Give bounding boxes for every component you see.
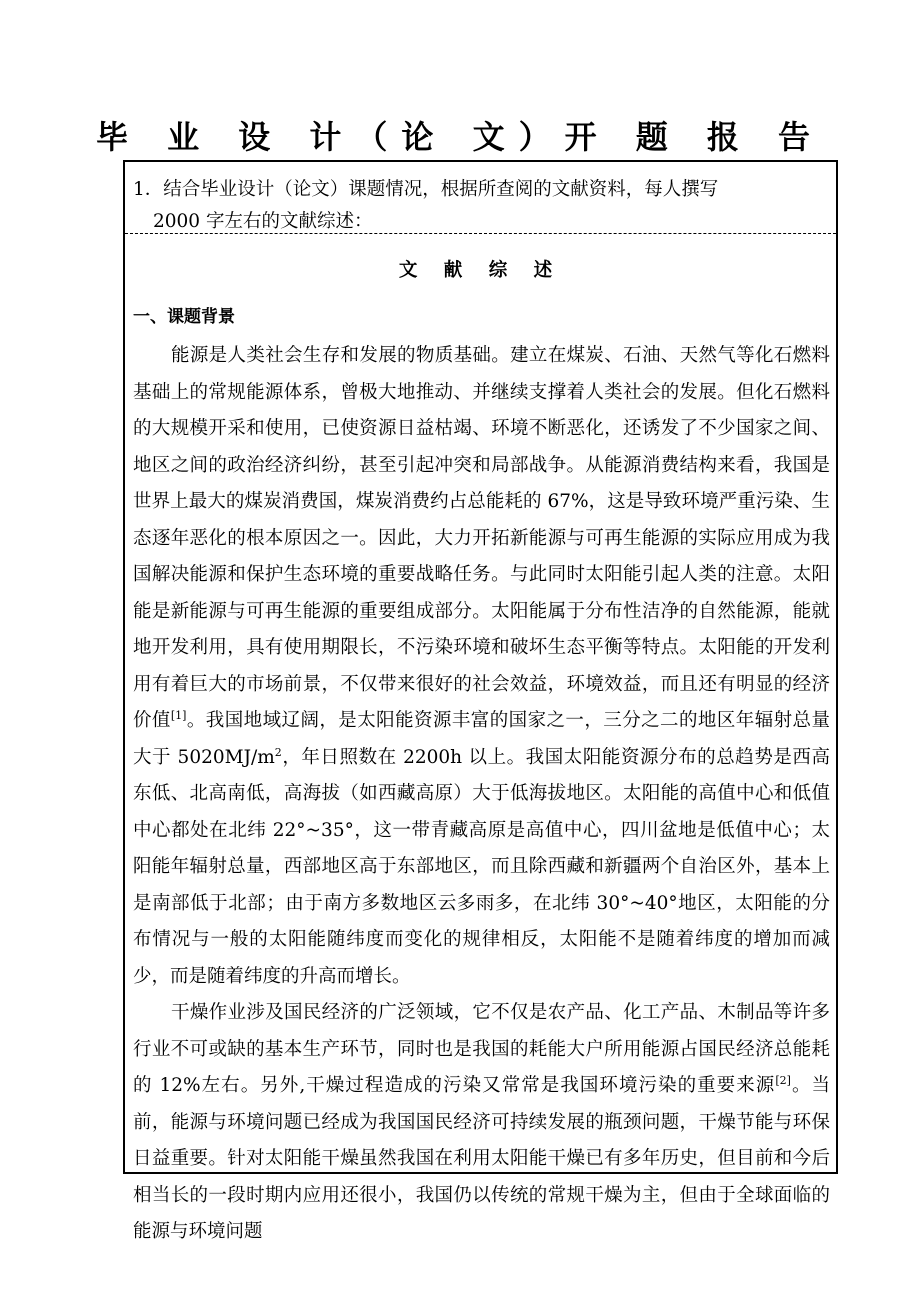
citation-ref-1: [1] bbox=[170, 708, 187, 722]
paragraph-text: 能源是人类社会生存和发展的物质基础。建立在煤炭、石油、天然气等化石燃料基础上的常规能源体系，曾极大地推动、并继续支撑着人类社会的发展。但化石燃料的大规模开采和使用，已使资源日益枯竭、环境不断恶化，还诱发了不少国家之间、地区之间的政治经济纠纷，甚至引起冲突和局部战争。从能源消费结构来看，我国是世界上最大的煤炭消费国，煤炭消费约占总能耗的 67%，这是导致环境严重污染、生态逐年恶化的根本原因之一。因此，大力开拓新能源与可再生能源的实际应用成为我国解决能源和保护生态环境的重要战略任务。与此同时太阳能引起人类的注意。太阳能是新能源与可再生能源的重要组成部分。太阳能属于分布性洁净的自然能源，能就地开发利用，具有使用期限长，不污染环境和破坏生态平衡等特点。太阳能的开发利用有着巨大的市场前景，不仅带来很好的社会效益，环境效益，而且还有明显的经济价值 bbox=[133, 345, 830, 731]
report-frame bbox=[123, 160, 838, 1242]
paragraph-text: ，年日照数在 2200h 以上。我国太阳能资源分布的总趋势是西高东低、北高南低，高海拔（如西藏高原）大于低海拔地区。太阳能的高值中心和低值中心都处在北纬 22°~35°，这一带青藏高原是高值中心，四川盆地是低值中心；太阳能年辐射总量，西部地区高于东部地区，而且除西藏和新疆两个自治区外，基本上是南部低于北部；由于南方多数地区云多雨多，在北纬 30°~40°地区，太阳能的分布情况与一般的太阳能随纬度而变化的规律相反，太阳能不是随着纬度的增加而减少，而是随着纬度的升高而增长。 bbox=[133, 746, 830, 987]
assignment-prompt bbox=[125, 162, 836, 233]
paragraph-text: 。我国地域辽阔，是太阳能资源丰富的国家之一，三分之二的地区年辐射总量大于 5020MJ/m bbox=[133, 710, 830, 768]
review-title: 文 献 综 述 bbox=[398, 260, 563, 281]
paragraph-text: 。当前，能源与环境问题已经成为我国国民经济可持续发展的瓶颈问题，干燥节能与环保日益重要。针对太阳能干燥虽然我国在利用太阳能干燥已有多年历史，但目前和今后相当长的一段时期内应用还很小，我国仍以传统的常规干燥为主，但由于全球面临的能源与环境问题 bbox=[133, 1075, 830, 1242]
citation-ref-2: [2] bbox=[775, 1073, 791, 1087]
prompt-line-2: 2000 字左右的文献综述： bbox=[153, 211, 373, 232]
superscript-exponent: 2 bbox=[274, 745, 282, 759]
paragraph-text: 干燥作业涉及国民经济的广泛领域，它不仅是农产品、化工产品、木制品等许多行业不可或缺的基本生产环节，同时也是我国的耗能大户所用能源占国民经济总能耗的 12%左右。另外,干燥过程造成的污染又常常是我国环境污染的重要来源 bbox=[133, 1002, 830, 1096]
section-heading-background: 一、课题背景 bbox=[133, 307, 235, 327]
paragraph-energy bbox=[125, 338, 836, 995]
page-title: 毕 业 设 计（论 文）开 题 报 告 bbox=[96, 118, 824, 156]
paragraph-drying bbox=[125, 995, 836, 1251]
prompt-line-1: 1．结合毕业设计（论文）课题情况，根据所查阅的文献资料，每人撰写 bbox=[133, 179, 719, 200]
